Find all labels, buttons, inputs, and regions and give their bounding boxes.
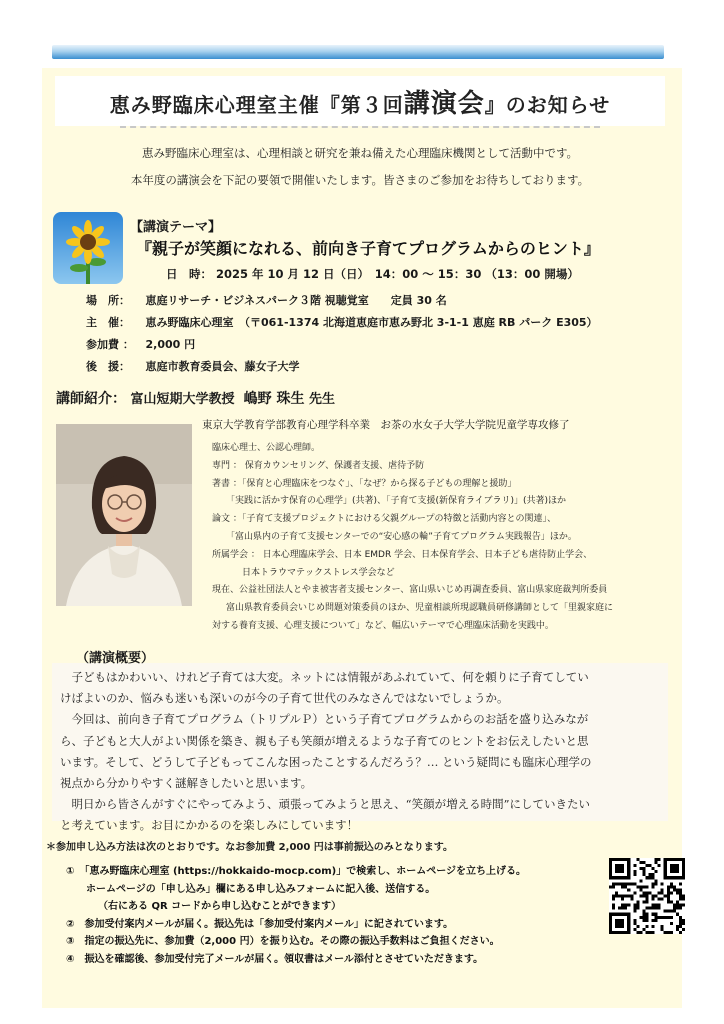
header-stripe (52, 45, 664, 59)
outline-title: （講演概要） (76, 651, 155, 666)
application-steps (66, 863, 526, 969)
organizer-value: 恵み野臨床心理室 （〒061-1374 北海道恵庭市恵み野北 3-1-1 恵庭 RB パーク E305） (145, 316, 598, 329)
intro-text (55, 140, 665, 194)
bio-line: 専門 ： 保育カウンセリング、保護者支援、虐待予防 (212, 460, 425, 471)
lecturer-education: 東京大学教育学部教育心理学科卒業 お茶の水女子大学大学院児童学専攻修了 (202, 419, 570, 431)
step-line: ④ 振込を確認後、参加受付完了メールが届く。領収書はメール添付とさせていただきます。 (66, 953, 484, 965)
title-suffix: 』のお知らせ (484, 92, 611, 117)
bio-line: 対する養育支援、心理支援について」など、幅広いテーマで心理臨床活動を実践中。 (212, 620, 554, 631)
bio-line: 所属学会 ： 日本心理臨床学会、日本 EMDR 学会、日本保育学会、日本子ども虐待防止学会、 (212, 549, 593, 560)
title-divider (120, 126, 600, 130)
theme-title: 『親子が笑顔になれる、前向き子育てプログラムからのヒント』 (136, 239, 600, 258)
step-line: ③ 指定の振込先に、参加費（2,000 円）を振り込む。その際の振込手数料はご負担ください。 (66, 936, 500, 948)
place-value: 恵庭リサーチ・ビジネスパーク３階 視聴覚室 定員 30 名 (145, 294, 447, 307)
event-organizer (86, 314, 598, 330)
step-line: ① 「恵み野臨床心理室 (https://hokkaido-mocp.com)」で検索し、ホームページを立ち上げる。 (66, 866, 527, 877)
lecturer-label: 講師紹介： (56, 391, 126, 407)
bio-line: 日本トラウマテックストレス学会など (242, 567, 395, 578)
event-fee (86, 336, 195, 352)
bio-line: 富山県教育委員会いじめ問題対策委員のほか、児童相談所現認職員研修講師として「里親家庭に (226, 603, 614, 614)
outline-text (60, 667, 670, 837)
outline-line: と考えています。お目にかかるのを楽しみにしています！ (60, 818, 359, 833)
outline-line: けばよいのか、悩みも迷いも深いのが今の子育て世代のみなさんではないでしょうか。 (60, 691, 509, 706)
bio-line: 現在、公益社団法人とやま被害者支援センター、富山県いじめ再調査委員、富山県家庭裁判所委員 (212, 585, 608, 596)
lecturer-portrait (56, 424, 192, 606)
bio-line: 著書 ：「保育と心理臨床をつなぐ」、「なぜ？から探る子どもの理解と援助」 (212, 478, 517, 489)
event-support (86, 358, 300, 374)
step-line: ホームページの「申し込み」欄にある申し込みフォームに記入後、送信する。 (86, 883, 436, 895)
title-prefix: 恵み野臨床心理室主催『第３回 (109, 92, 404, 117)
title-box (55, 76, 665, 126)
lecturer-bio (212, 440, 613, 636)
outline-line: 今回は、前向き子育てプログラム（トリプルＰ）という子育てプログラムからのお話を盛り込みなが (60, 712, 589, 727)
event-place (86, 292, 447, 308)
outline-line: います。そして、どうして子どもってこんな困ったことするんだろう？… という疑問にも臨床心理学の (60, 754, 592, 769)
support-label: 後 援： (86, 360, 130, 373)
outline-line: ら、子どもと大人がよい関係を築き、親も子も笑顔が増えるような子育てのヒントをお伝えしたいと思 (60, 733, 589, 748)
intro-line: 本年度の講演会を下記の要領で開催いたします。皆さまのご参加をお待ちしております。 (130, 173, 590, 187)
lecturer-name: 嶋野 珠生 (243, 391, 305, 407)
fee-label: 参加費 ： (86, 338, 134, 351)
bio-line: 臨床心理士、公認心理師。 (212, 443, 321, 453)
lecturer-heading (56, 388, 335, 408)
intro-line: 恵み野臨床心理室は、心理相談と研究を兼ね備えた心理臨床機関として活動中です。 (141, 146, 579, 160)
bio-line: 「実践に活かす保育の心理学」(共著)、「子育て支援(新保育ライブラリ)」(共著)ほか (226, 496, 567, 507)
bio-line: 「富山県内の子育て支援センターでの“安心感の輪”子育てプログラム実践報告」ほか。 (226, 531, 577, 542)
date-label: 日 時： (166, 267, 212, 281)
outline-line: 子どもはかわいい、けれど子育ては大変。ネットには情報があふれていて、何を頼りに子育てしてい (60, 670, 589, 684)
outline-line: 明日から皆さんがすぐにやってみよう、頑張ってみようと思え、“笑顔が増える時間”にしていきたい (60, 797, 590, 812)
outline-line: 視点から分かりやすく謎解きしたいと思います。 (60, 776, 313, 791)
step-line: ② 参加受付案内メールが届く。振込先は「参加受付案内メール」に記されています。 (66, 918, 454, 930)
fee-value: 2,000 円 (145, 338, 196, 351)
lecturer-honorific: 先生 (309, 392, 336, 407)
organizer-label: 主 催： (86, 316, 130, 329)
page-title (110, 83, 610, 120)
qr-code[interactable] (609, 858, 685, 934)
theme-label: 【講演テーマ】 (130, 220, 222, 235)
place-label: 場 所： (86, 294, 130, 307)
step-line: （右にある QR コードから申し込むことができます） (98, 901, 342, 913)
application-heading: ＊参加申し込み方法は次のとおりです。なお参加費 2,000 円は事前振込のみとなります。 (46, 842, 453, 853)
event-date (166, 266, 579, 282)
bio-line: 論文 ：「子育て支援プロジェクトにおける父親グループの特徴と活動内容との関連」、 (212, 514, 556, 525)
date-value: 2025 年 10 月 12 日（日） 14：00 ～ 15：30 （13：00 開場） (216, 267, 579, 281)
title-emphasis: 講演会 (403, 88, 485, 119)
sunflower-image (53, 212, 123, 284)
lecturer-affiliation: 富山短期大学教授 (130, 392, 235, 407)
support-value: 恵庭市教育委員会、藤女子大学 (145, 360, 300, 373)
